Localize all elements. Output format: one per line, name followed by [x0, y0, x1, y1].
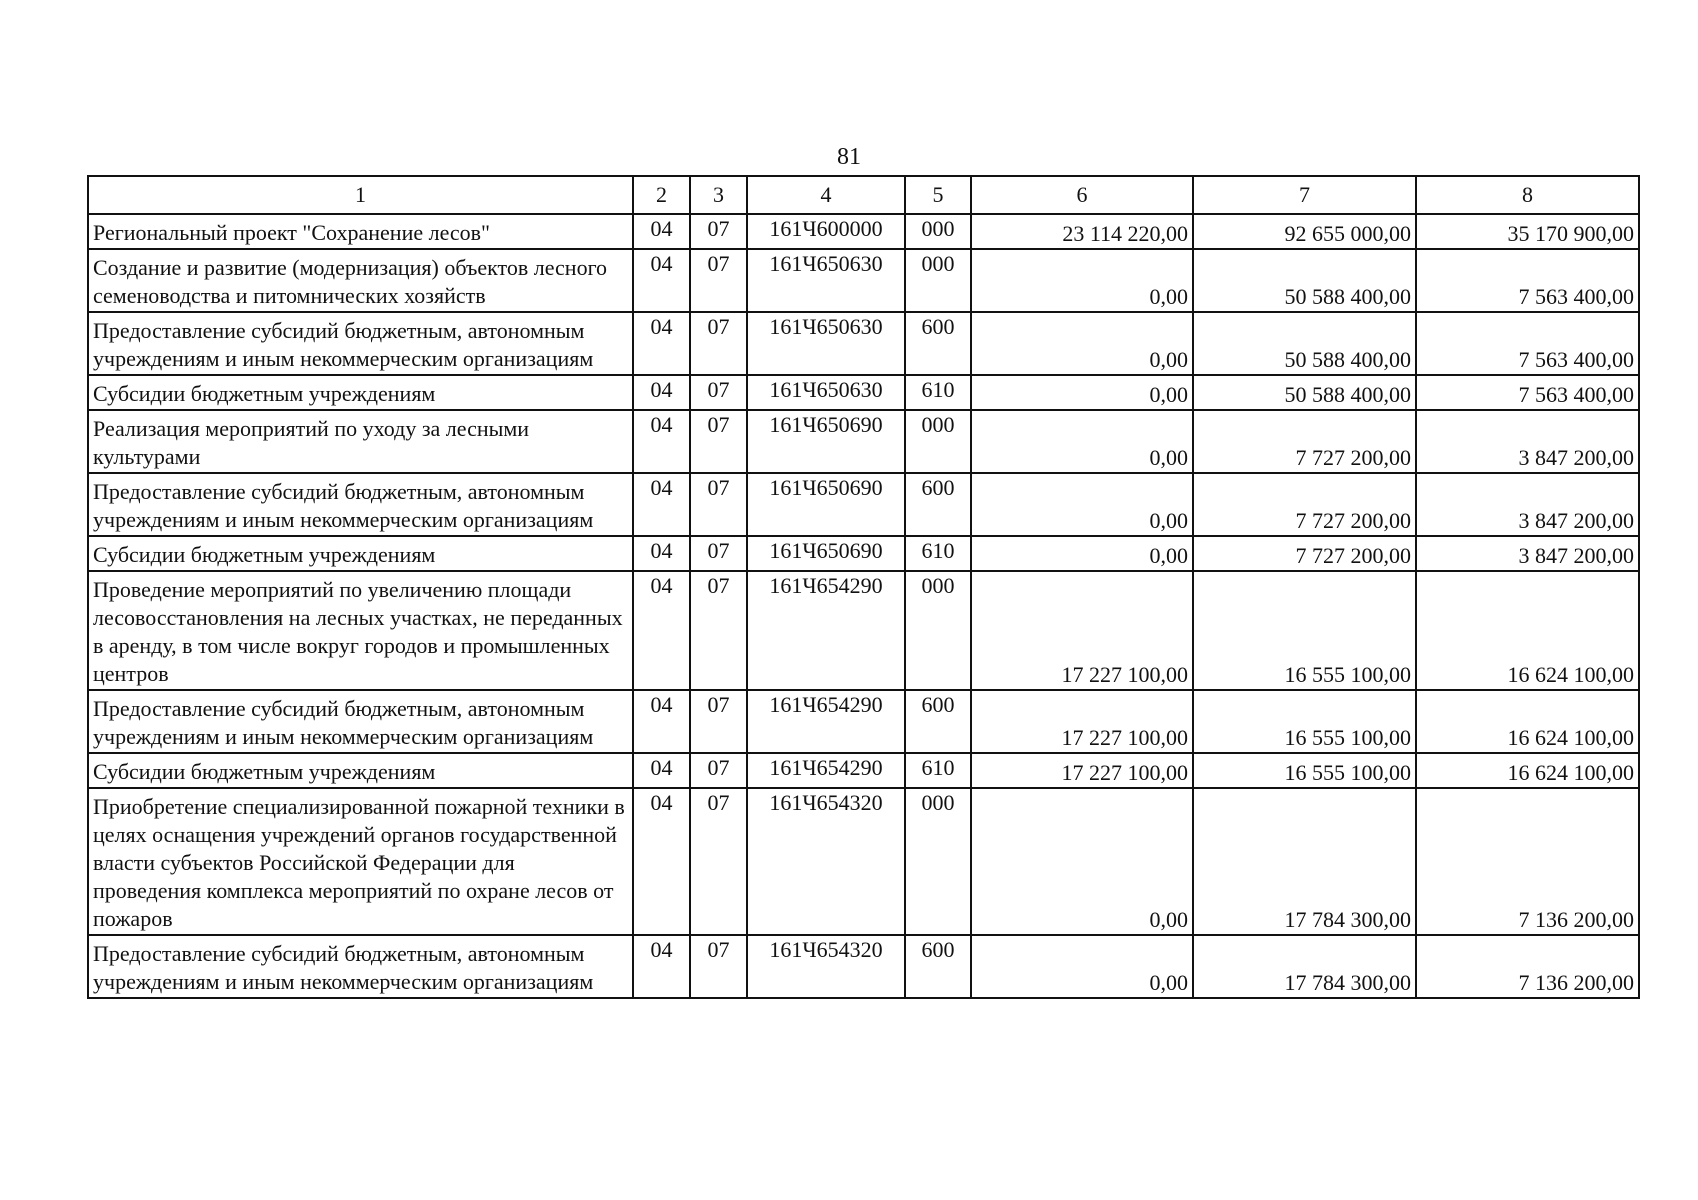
target-article-code: 161Ч654290	[747, 690, 905, 753]
subsection-code: 07	[690, 410, 747, 473]
target-article-code: 161Ч650690	[747, 473, 905, 536]
target-article-code: 161Ч650630	[747, 312, 905, 375]
header-cell-7: 7	[1193, 176, 1416, 214]
section-code: 04	[633, 473, 690, 536]
amount-col-8: 35 170 900,00	[1416, 214, 1639, 249]
target-article-code: 161Ч650630	[747, 249, 905, 312]
header-cell-3: 3	[690, 176, 747, 214]
expense-type-code: 600	[905, 935, 971, 998]
subsection-code: 07	[690, 690, 747, 753]
amount-col-8: 7 563 400,00	[1416, 249, 1639, 312]
amount-col-8: 3 847 200,00	[1416, 410, 1639, 473]
row-name	[88, 375, 633, 410]
section-code: 04	[633, 536, 690, 571]
section-code: 04	[633, 788, 690, 935]
amount-col-7: 7 727 200,00	[1193, 410, 1416, 473]
subsection-code: 07	[690, 536, 747, 571]
header-cell-6: 6	[971, 176, 1193, 214]
expense-type-code: 000	[905, 571, 971, 690]
table-row	[88, 473, 1639, 536]
table-header-row	[88, 176, 1639, 214]
section-code: 04	[633, 214, 690, 249]
amount-col-6: 0,00	[971, 536, 1193, 571]
subsection-code: 07	[690, 753, 747, 788]
subsection-code: 07	[690, 788, 747, 935]
expense-type-code: 600	[905, 690, 971, 753]
amount-col-8: 7 563 400,00	[1416, 375, 1639, 410]
expense-type-code: 610	[905, 753, 971, 788]
amount-col-6: 0,00	[971, 473, 1193, 536]
amount-col-6: 17 227 100,00	[971, 690, 1193, 753]
amount-col-8: 7 563 400,00	[1416, 312, 1639, 375]
expense-type-code: 610	[905, 536, 971, 571]
expense-type-code: 000	[905, 214, 971, 249]
table-row	[88, 788, 1639, 935]
section-code: 04	[633, 375, 690, 410]
amount-col-6: 23 114 220,00	[971, 214, 1193, 249]
row-name-text: Субсидии бюджетным учреждениям	[93, 759, 436, 784]
row-name	[88, 753, 633, 788]
amount-col-7: 7 727 200,00	[1193, 473, 1416, 536]
header-cell-8: 8	[1416, 176, 1639, 214]
table-row	[88, 249, 1639, 312]
amount-col-6: 0,00	[971, 788, 1193, 935]
budget-table	[87, 175, 1640, 999]
header-cell-1: 1	[88, 176, 633, 214]
row-name-text: Реализация мероприятий по уходу за лесными культурами	[93, 416, 530, 469]
table-row	[88, 536, 1639, 571]
table-row	[88, 753, 1639, 788]
subsection-code: 07	[690, 249, 747, 312]
row-name	[88, 312, 633, 375]
row-name-text: Создание и развитие (модернизация) объектов лесного семеноводства и питомнических хозяйств	[93, 255, 608, 308]
amount-col-8: 16 624 100,00	[1416, 753, 1639, 788]
amount-col-7: 16 555 100,00	[1193, 753, 1416, 788]
target-article-code: 161Ч650630	[747, 375, 905, 410]
amount-col-6: 0,00	[971, 312, 1193, 375]
target-article-code: 161Ч650690	[747, 410, 905, 473]
amount-col-8: 16 624 100,00	[1416, 690, 1639, 753]
amount-col-6: 0,00	[971, 375, 1193, 410]
row-name	[88, 249, 633, 312]
amount-col-7: 16 555 100,00	[1193, 690, 1416, 753]
row-name-text: Предоставление субсидий бюджетным, автономным учреждениям и иным некоммерческим организациям	[93, 479, 594, 532]
amount-col-8: 7 136 200,00	[1416, 935, 1639, 998]
row-name	[88, 935, 633, 998]
row-name-text: Субсидии бюджетным учреждениям	[93, 381, 436, 406]
amount-col-7: 17 784 300,00	[1193, 935, 1416, 998]
target-article-code: 161Ч654290	[747, 571, 905, 690]
section-code: 04	[633, 249, 690, 312]
section-code: 04	[633, 935, 690, 998]
amount-col-8: 3 847 200,00	[1416, 473, 1639, 536]
row-name	[88, 536, 633, 571]
row-name-text: Приобретение специализированной пожарной техники в целях оснащения учреждений органов государственной власти субъектов Российской Федерации для проведения комплекса мероприятий по охране лесов от пожаров	[93, 794, 625, 931]
amount-col-7: 17 784 300,00	[1193, 788, 1416, 935]
section-code: 04	[633, 690, 690, 753]
section-code: 04	[633, 410, 690, 473]
expense-type-code: 610	[905, 375, 971, 410]
amount-col-7: 92 655 000,00	[1193, 214, 1416, 249]
target-article-code: 161Ч600000	[747, 214, 905, 249]
target-article-code: 161Ч654320	[747, 935, 905, 998]
amount-col-6: 0,00	[971, 935, 1193, 998]
subsection-code: 07	[690, 312, 747, 375]
expense-type-code: 600	[905, 473, 971, 536]
amount-col-8: 7 136 200,00	[1416, 788, 1639, 935]
header-cell-4: 4	[747, 176, 905, 214]
amount-col-8: 16 624 100,00	[1416, 571, 1639, 690]
header-cell-5: 5	[905, 176, 971, 214]
header-cell-2: 2	[633, 176, 690, 214]
amount-col-6: 17 227 100,00	[971, 571, 1193, 690]
row-name	[88, 410, 633, 473]
table-row	[88, 375, 1639, 410]
subsection-code: 07	[690, 935, 747, 998]
section-code: 04	[633, 312, 690, 375]
amount-col-6: 17 227 100,00	[971, 753, 1193, 788]
row-name	[88, 214, 633, 249]
row-name-text: Предоставление субсидий бюджетным, автономным учреждениям и иным некоммерческим организациям	[93, 318, 594, 371]
subsection-code: 07	[690, 473, 747, 536]
row-name-text: Проведение мероприятий по увеличению площади лесовосстановления на лесных участках, не переданных в аренду, в том числе вокруг городов и промышленных центров	[93, 577, 623, 686]
amount-col-7: 50 588 400,00	[1193, 375, 1416, 410]
expense-type-code: 000	[905, 410, 971, 473]
page-number: 81	[837, 144, 861, 170]
row-name-text: Региональный проект "Сохранение лесов"	[93, 220, 491, 245]
amount-col-6: 0,00	[971, 410, 1193, 473]
row-name-text: Предоставление субсидий бюджетным, автономным учреждениям и иным некоммерческим организациям	[93, 696, 594, 749]
row-name	[88, 473, 633, 536]
section-code: 04	[633, 753, 690, 788]
subsection-code: 07	[690, 375, 747, 410]
expense-type-code: 000	[905, 249, 971, 312]
amount-col-7: 50 588 400,00	[1193, 249, 1416, 312]
table-row	[88, 690, 1639, 753]
table-row	[88, 935, 1639, 998]
subsection-code: 07	[690, 214, 747, 249]
target-article-code: 161Ч654320	[747, 788, 905, 935]
table-row	[88, 312, 1639, 375]
row-name-text: Предоставление субсидий бюджетным, автономным учреждениям и иным некоммерческим организациям	[93, 941, 594, 994]
amount-col-7: 16 555 100,00	[1193, 571, 1416, 690]
expense-type-code: 600	[905, 312, 971, 375]
target-article-code: 161Ч654290	[747, 753, 905, 788]
table-row	[88, 571, 1639, 690]
amount-col-7: 7 727 200,00	[1193, 536, 1416, 571]
row-name	[88, 690, 633, 753]
row-name-text: Субсидии бюджетным учреждениям	[93, 542, 436, 567]
amount-col-6: 0,00	[971, 249, 1193, 312]
row-name	[88, 788, 633, 935]
amount-col-8: 3 847 200,00	[1416, 536, 1639, 571]
row-name	[88, 571, 633, 690]
table-row	[88, 410, 1639, 473]
target-article-code: 161Ч650690	[747, 536, 905, 571]
subsection-code: 07	[690, 571, 747, 690]
amount-col-7: 50 588 400,00	[1193, 312, 1416, 375]
table-row	[88, 214, 1639, 249]
section-code: 04	[633, 571, 690, 690]
expense-type-code: 000	[905, 788, 971, 935]
